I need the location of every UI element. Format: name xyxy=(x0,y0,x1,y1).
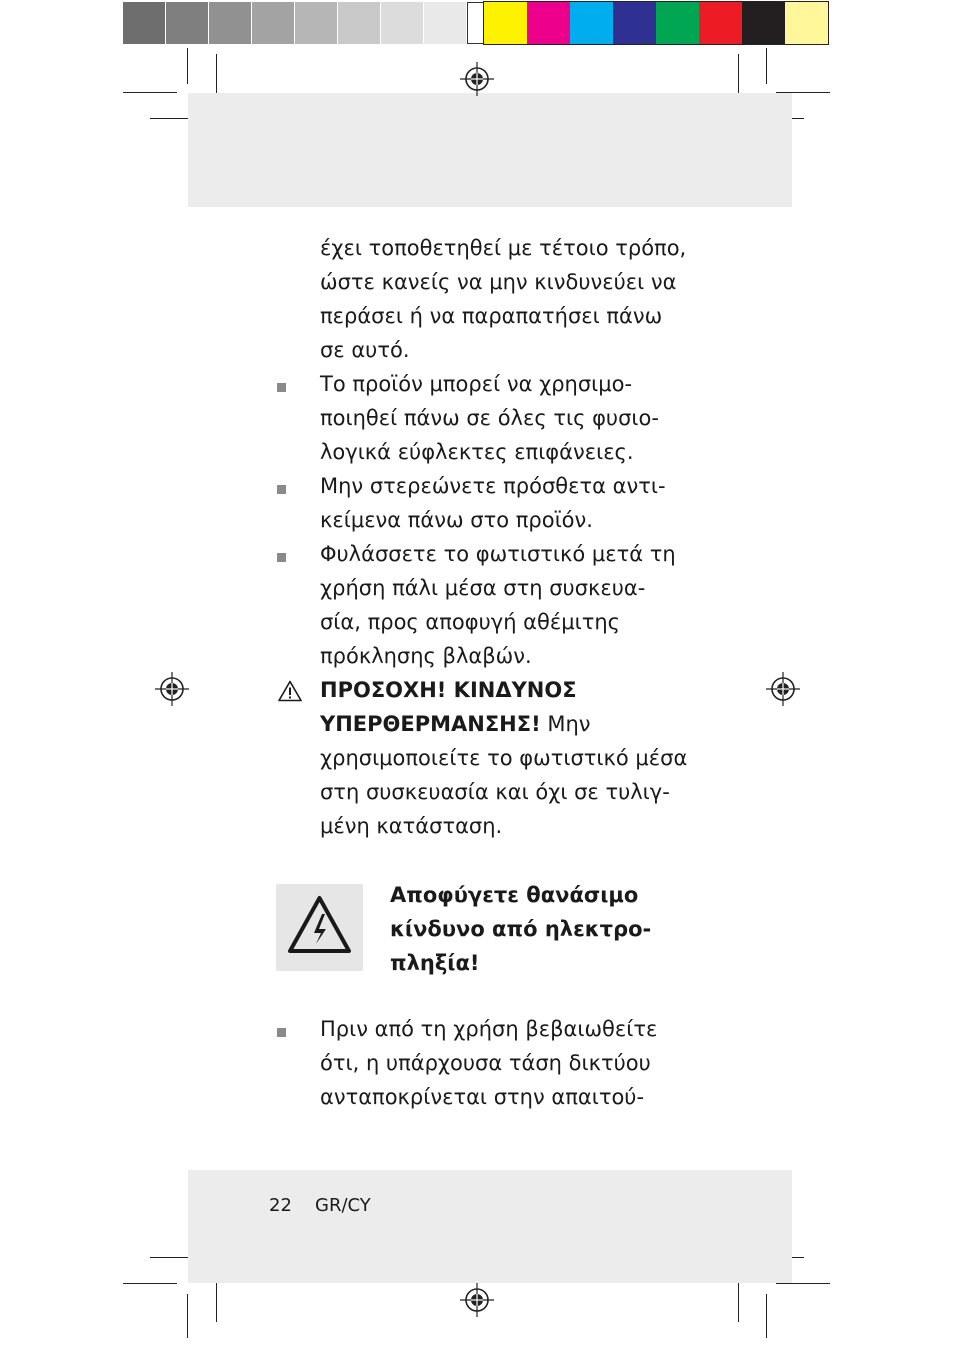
gray-swatch xyxy=(381,2,424,44)
warning-title: ΥΠΕΡΘΕΡΜΑΝΣΗΣ! xyxy=(320,712,541,736)
page-number: 22 xyxy=(269,1195,292,1216)
high-voltage-icon xyxy=(276,884,363,971)
text-line: πρόκλησης βλαβών. xyxy=(320,644,532,668)
text-line: σε αυτό. xyxy=(320,338,410,362)
text-line: περάσει ή να παραπατήσει πάνω xyxy=(320,304,663,328)
color-swatch xyxy=(527,2,570,44)
color-swatch xyxy=(656,2,699,44)
bullet-item-storage xyxy=(320,537,680,673)
color-swatch xyxy=(613,2,656,44)
heading-line: Αποφύγετε θανάσιμο xyxy=(390,883,639,907)
gray-swatch xyxy=(166,2,209,44)
text-line: Το προϊόν μπορεί να χρησιμο- xyxy=(320,372,633,396)
header-band xyxy=(188,93,792,207)
heading-line: πληξία! xyxy=(390,951,480,975)
grayscale-calibration-bar xyxy=(123,2,510,44)
text-line: χρησιμοποιείτε το φωτιστικό μέσα xyxy=(320,746,688,770)
footer-band xyxy=(188,1170,792,1283)
registration-mark-icon xyxy=(460,62,494,96)
color-swatch xyxy=(785,2,828,44)
bullet-marker xyxy=(277,485,286,494)
text-line: Φυλάσσετε το φωτιστικό μετά τη xyxy=(320,542,676,566)
gray-swatch xyxy=(123,2,166,44)
text-line: ποιηθεί πάνω σε όλες τις φυσιο- xyxy=(320,406,659,430)
text-line: χρήση πάλι μέσα στη συσκευα- xyxy=(320,576,646,600)
bullet-marker xyxy=(277,553,286,562)
registration-mark-icon xyxy=(460,1283,494,1317)
bullet-item-no-objects xyxy=(320,469,680,537)
locale-label: GR/CY xyxy=(315,1195,371,1216)
electric-shock-heading xyxy=(390,878,651,980)
bullet-marker xyxy=(277,383,286,392)
text-line: Μην στερεώνετε πρόσθετα αντι- xyxy=(320,474,666,498)
text-line: μένη κατάσταση. xyxy=(320,814,503,838)
color-calibration-bar xyxy=(483,1,829,45)
bullet-item-voltage-check xyxy=(320,1012,680,1114)
continuation-paragraph xyxy=(320,231,687,367)
gray-swatch xyxy=(424,2,467,44)
text-line: ανταποκρίνεται στην απαιτού- xyxy=(320,1085,645,1109)
color-swatch xyxy=(570,2,613,44)
text-line: λογικά εύφλεκτες επιφάνειες. xyxy=(320,440,634,464)
gray-swatch xyxy=(338,2,381,44)
warning-title: ΠΡΟΣΟΧΗ! ΚΙΝΔΥΝΟΣ xyxy=(320,678,577,702)
text-line: κείμενα πάνω στο προϊόν. xyxy=(320,508,593,532)
text-line: ότι, η υπάρχουσα τάση δικτύου xyxy=(320,1051,651,1075)
gray-swatch xyxy=(252,2,295,44)
registration-mark-icon xyxy=(766,672,800,706)
gray-swatch xyxy=(209,2,252,44)
registration-mark-icon xyxy=(155,672,189,706)
overheating-warning xyxy=(320,673,688,843)
heading-line: κίνδυνο από ηλεκτρο- xyxy=(390,917,652,941)
warning-triangle-icon xyxy=(278,680,302,702)
text-line: στη συσκευασία και όχι σε τυλιγ- xyxy=(320,780,670,804)
text-line: ώστε κανείς να μην κινδυνεύει να xyxy=(320,270,677,294)
text-line: σία, προς αποφυγή αθέμιτης xyxy=(320,610,620,634)
color-swatch xyxy=(742,2,785,44)
high-voltage-icon-box xyxy=(276,884,363,971)
text-line: έχει τοποθετηθεί με τέτοιο τρόπο, xyxy=(320,236,687,260)
color-swatch xyxy=(699,2,742,44)
text-fragment: Μην xyxy=(540,712,591,736)
text-line: Πριν από τη χρήση βεβαιωθείτε xyxy=(320,1017,658,1041)
bullet-marker xyxy=(277,1028,286,1037)
color-swatch xyxy=(484,2,527,44)
gray-swatch xyxy=(295,2,338,44)
bullet-item-flammable-surfaces xyxy=(320,367,680,469)
